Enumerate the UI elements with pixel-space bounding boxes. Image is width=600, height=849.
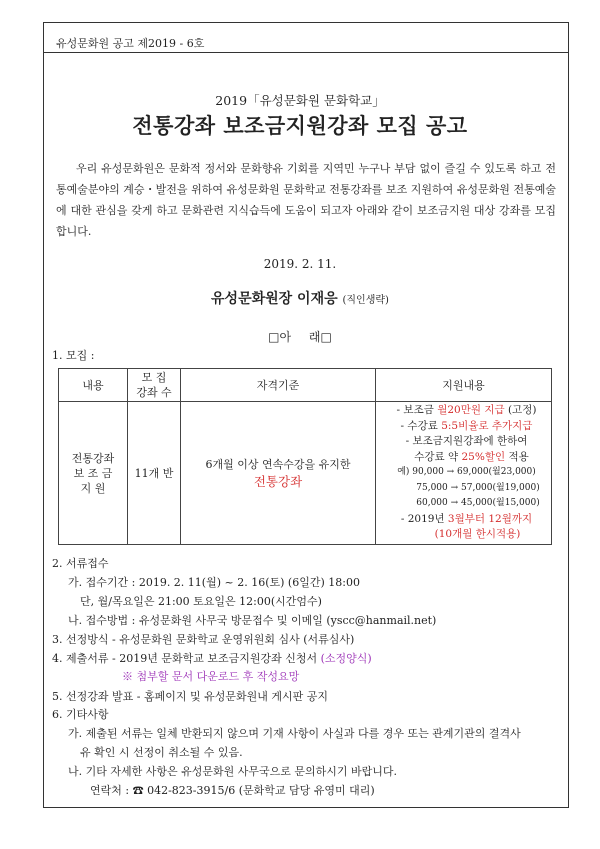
page-title: 전통강좌 보조금지원강좌 모집 공고 [132,113,468,138]
support-line8: - 2019년 3월부터 12월까지 [400,512,533,525]
section-4-note: ※ 첨부할 문서 다운로드 후 작성요망 [122,670,300,683]
contact-line: 연락처 : ☎ 042-823-3915/6 (문화학교 담당 유영미 대리) [90,784,375,797]
support-line3: - 보조금지원강좌에 한하여 [405,435,528,448]
support-example1: 예) 90,000 → 69,000(월23,000) [397,467,536,478]
section-3: 3. 선정방식 - 유성문화원 문화학교 운영위원회 심사 (서류심사) [52,633,355,646]
cell-criteria [181,402,376,545]
subtitle: 2019「유성문화원 문화학교」 [215,93,385,108]
support-line2: - 수강료 5:5비율로 추가지급 [400,419,533,432]
notice-number: 유성문화원 공고 제2019 - 6호 [56,37,205,50]
section-5: 5. 선정강좌 발표 - 홈페이지 및 유성문화원내 게시판 공지 [52,690,328,703]
type-line1: 전통강좌 [71,451,115,465]
criteria-line2: 전통강좌 [253,474,303,489]
signer-note: (직인생략) [342,295,389,306]
th-count-line1: 모 집 [141,371,167,384]
header-divider [43,52,569,53]
section-4: 4. 제출서류 - 2019년 문화학교 보조금지원강좌 신청서 (소정양식) [52,652,372,665]
signer [0,288,600,308]
recruit-table [58,368,552,545]
type-line3: 지 원 [80,481,106,495]
support-line1: - 보조금 월20만원 지급 (고정) [396,404,537,417]
section-6-a-line2: 유 확인 시 선정이 취소될 수 있음. [80,746,243,759]
support-example2: 75,000 → 57,000(월19,000) [416,482,540,493]
th-support: 지원내용 [376,369,552,402]
section-6-b: 나. 기타 자세한 사항은 유성문화원 사무국으로 문의하시기 바랍니다. [68,765,397,778]
th-type: 내용 [59,369,128,402]
intro-paragraph: 우리 유성문화원은 문화적 정서와 문화향유 기회를 지역민 누구나 부담 없이 즐길 수 있도록 하고 전통예술분야의 계승・발전을 위하여 유성문화원 문화학교 전통강좌를 보조 지원하여 유성문화원 전통예술에 대한 관심을 갖게 하고 문화관련 지식습득에 도움이 되고자 아래와 같이 보조금지원 대상 강좌를 모집합니다. [56,162,556,238]
th-criteria: 자격기준 [181,369,376,402]
support-example3: 60,000 → 45,000(월15,000) [416,498,540,509]
section-2-a-note: 단, 월/목요일은 21:00 토요일은 12:00(시간엄수) [80,595,322,608]
support-line9: (10개월 한시적용) [434,528,521,541]
notice-date: 2019. 2. 11. [263,257,337,271]
section-6-a-line1: 가. 제출된 서류는 일체 반환되지 않으며 기재 사항이 사실과 다를 경우 또는 관계기관의 결격사 [68,727,521,740]
type-line2: 보 조 금 [73,466,113,480]
support-line4: 수강료 약 25%할인 적용 [414,450,529,463]
cell-type [59,402,128,545]
section-2-b: 나. 접수방법 : 유성문화원 사무국 방문접수 및 이메일 (yscc@hanmail.net) [68,614,437,627]
section-2-a: 가. 접수기간 : 2019. 2. 11(월) ~ 2. 16(토) (6일간) 18:00 [68,576,360,589]
th-count [128,369,181,402]
cell-count: 11개 반 [128,402,181,545]
table-row [59,402,552,545]
below-heading: □아 래□ [268,330,332,344]
criteria-line1: 6개월 이상 연속수강을 유지한 [205,458,351,471]
th-count-line2: 강좌 수 [136,386,172,399]
section-1-label: 1. 모집 : [52,349,95,362]
section-2-label: 2. 서류접수 [52,557,109,570]
section-6-label: 6. 기타사항 [52,708,109,721]
signer-name: 유성문화원장 이재응 [211,291,338,307]
table-header-row [59,369,552,402]
cell-support [376,402,552,545]
